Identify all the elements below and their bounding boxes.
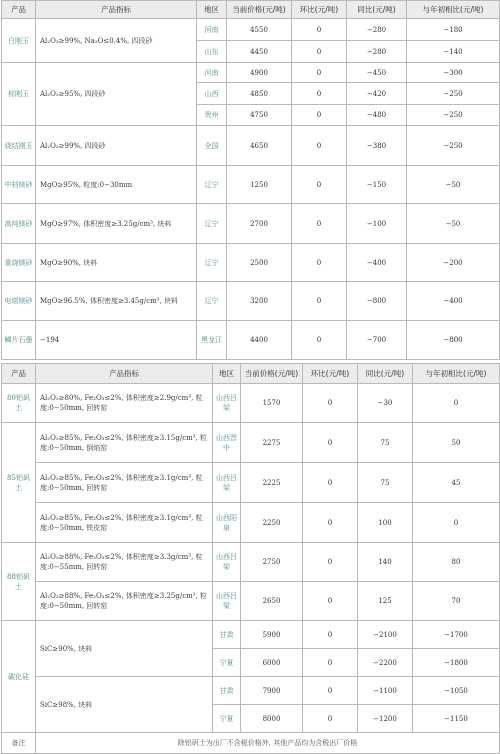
table-2-header-row: [2, 364, 500, 384]
current-price: 2225: [241, 463, 303, 503]
product-name: 中档镁砂: [2, 166, 36, 204]
product-spec: MgO≥97%, 体积密度≥3.25g/cm³, 块料: [36, 204, 197, 244]
product-name: 白刚玉: [2, 19, 36, 63]
month-change: 0: [303, 677, 358, 705]
month-change: 0: [303, 463, 358, 503]
ytd-change: −50: [407, 204, 500, 244]
ytd-change: 70: [413, 582, 500, 621]
current-price: 7900: [241, 677, 303, 705]
product-spec: Al₂O₃≥80%, Fe₂O₃≤2%, 体积密度≥2.9g/cm³, 粒度:0−50mm, 回转窑: [36, 384, 213, 423]
ytd-change: −250: [407, 126, 500, 166]
region: 甘肃: [213, 621, 241, 649]
month-change: 0: [303, 384, 358, 423]
year-change: −420: [347, 83, 407, 105]
ytd-change: 45: [413, 463, 500, 503]
current-price: 2700: [227, 204, 292, 244]
ytd-change: −1700: [413, 621, 500, 649]
current-price: 4450: [227, 41, 292, 63]
region: 宁夏: [213, 705, 241, 733]
ytd-change: 0: [413, 384, 500, 423]
year-change: −1100: [358, 677, 413, 705]
table-row: [2, 282, 500, 321]
product-spec: Al₂O₃≥95%, 四段砂: [36, 63, 197, 126]
year-change: −1200: [358, 705, 413, 733]
year-change: −700: [347, 321, 407, 360]
product-spec: −194: [36, 321, 197, 360]
column-header: 地区: [197, 1, 227, 19]
month-change: 0: [292, 321, 347, 360]
ytd-change: −800: [407, 321, 500, 360]
current-price: 4550: [227, 19, 292, 41]
year-change: −280: [347, 19, 407, 41]
ytd-change: 50: [413, 423, 500, 463]
region: 黑龙江: [197, 321, 227, 360]
column-header: 与年初相比(元/吨): [413, 364, 500, 384]
column-header: 地区: [213, 364, 241, 384]
year-change: −400: [347, 244, 407, 282]
month-change: 0: [292, 105, 347, 126]
region: 河南: [197, 19, 227, 41]
table-row: [2, 423, 500, 463]
ytd-change: −1050: [413, 677, 500, 705]
month-change: 0: [292, 83, 347, 105]
note-text: 除铝矾土为出厂不含税价格外, 其他产品均为含税出厂价格: [36, 733, 500, 754]
current-price: 4400: [227, 321, 292, 360]
year-change: −280: [347, 41, 407, 63]
product-name: 85铝矾土: [2, 423, 36, 543]
current-price: 1250: [227, 166, 292, 204]
month-change: 0: [292, 19, 347, 41]
price-table-2: [1, 363, 500, 754]
ytd-change: −140: [407, 41, 500, 63]
product-spec: Al₂O₃≥99%, Na₂O≤0.4%, 四段砂: [36, 19, 197, 63]
product-spec: Al₂O₃≥88%, Fe₂O₃≤2%, 体积密度≥3.25g/cm³, 粒度:0−50mm, 回转窑: [36, 582, 213, 621]
year-change: 75: [358, 463, 413, 503]
region: 山西晋中: [213, 423, 241, 463]
product-name: 烧结刚玉: [2, 126, 36, 166]
month-change: 0: [303, 621, 358, 649]
product-spec: SiC≥90%, 块料: [36, 621, 213, 677]
year-change: −2200: [358, 649, 413, 677]
region: 辽宁: [197, 282, 227, 321]
current-price: 4650: [227, 126, 292, 166]
current-price: 4900: [227, 63, 292, 83]
product-name: 鳞片石墨: [2, 321, 36, 360]
table-row: [2, 321, 500, 360]
current-price: 8000: [241, 705, 303, 733]
region: 山西吕梁: [213, 463, 241, 503]
product-name: 电熔镁砂: [2, 282, 36, 321]
year-change: 100: [358, 503, 413, 543]
table-row: [2, 503, 500, 543]
column-header: 产品指标: [36, 364, 213, 384]
month-change: 0: [292, 126, 347, 166]
table-row: [2, 204, 500, 244]
month-change: 0: [292, 282, 347, 321]
product-name: 88铝矾土: [2, 543, 36, 621]
current-price: 1570: [241, 384, 303, 423]
table-row: [2, 63, 500, 83]
region: 全国: [197, 126, 227, 166]
ytd-change: −180: [407, 19, 500, 41]
ytd-change: −50: [407, 166, 500, 204]
region: 宁夏: [213, 649, 241, 677]
table-row: [2, 126, 500, 166]
product-spec: MgO≥90%, 块料: [36, 244, 197, 282]
region: 河南: [197, 63, 227, 83]
year-change: −450: [347, 63, 407, 83]
year-change: −100: [347, 204, 407, 244]
month-change: 0: [292, 204, 347, 244]
month-change: 0: [303, 582, 358, 621]
region: 山西吕梁: [213, 543, 241, 582]
column-header: 产品: [2, 1, 36, 19]
table-row: [2, 384, 500, 423]
column-header: 当前价格(元/吨): [227, 1, 292, 19]
column-header: 环比(元/吨): [292, 1, 347, 19]
current-price: 2250: [241, 503, 303, 543]
month-change: 0: [303, 503, 358, 543]
product-name: 高纯镁砂: [2, 204, 36, 244]
month-change: 0: [292, 166, 347, 204]
ytd-change: −250: [407, 83, 500, 105]
product-spec: Al₂O₃≥99%, 四段砂: [36, 126, 197, 166]
year-change: −150: [347, 166, 407, 204]
region: 辽宁: [197, 166, 227, 204]
product-spec: MgO≥95%, 粒度:0−30mm: [36, 166, 197, 204]
product-name: 80铝矾土: [2, 384, 36, 423]
region: 辽宁: [197, 244, 227, 282]
ytd-change: −1800: [413, 649, 500, 677]
ytd-change: −250: [407, 105, 500, 126]
region: 山西吕梁: [213, 582, 241, 621]
region: 山西吕梁: [213, 384, 241, 423]
table-row: [2, 244, 500, 282]
note-row: [2, 733, 500, 754]
ytd-change: −200: [407, 244, 500, 282]
region: 甘肃: [213, 677, 241, 705]
product-spec: Al₂O₃≥85%, Fe₂O₃≤2%, 体积密度≥3.1g/cm³, 粒度:0−50mm, 铁皮窑: [36, 503, 213, 543]
column-header: 环比(元/吨): [303, 364, 358, 384]
current-price: 2275: [241, 423, 303, 463]
table-row: [2, 621, 500, 649]
month-change: 0: [303, 423, 358, 463]
year-change: 125: [358, 582, 413, 621]
price-table-1: [1, 0, 500, 360]
column-header: 产品: [2, 364, 36, 384]
current-price: 2650: [241, 582, 303, 621]
month-change: 0: [303, 705, 358, 733]
year-change: −800: [347, 282, 407, 321]
month-change: 0: [303, 649, 358, 677]
product-spec: MgO≥96.5%, 体积密度≥3.45g/cm³, 块料: [36, 282, 197, 321]
product-spec: SiC≥98%, 块料: [36, 677, 213, 733]
year-change: −480: [347, 105, 407, 126]
year-change: −30: [358, 384, 413, 423]
column-header: 同比(元/吨): [347, 1, 407, 19]
region: 山西: [197, 83, 227, 105]
table-row: [2, 677, 500, 705]
current-price: 4750: [227, 105, 292, 126]
month-change: 0: [303, 543, 358, 582]
product-name: 棕刚玉: [2, 63, 36, 126]
year-change: 75: [358, 423, 413, 463]
column-header: 同比(元/吨): [358, 364, 413, 384]
product-spec: Al₂O₃≥88%, Fe₂O₃≤2%, 体积密度≥3.3g/cm³, 粒度:0−55mm, 回转窑: [36, 543, 213, 582]
current-price: 2750: [241, 543, 303, 582]
year-change: −2100: [358, 621, 413, 649]
ytd-change: −300: [407, 63, 500, 83]
current-price: 2500: [227, 244, 292, 282]
region: 山西阳泉: [213, 503, 241, 543]
column-header: 产品指标: [36, 1, 197, 19]
table-row: [2, 463, 500, 503]
year-change: −380: [347, 126, 407, 166]
product-name: 碳化硅: [2, 621, 36, 733]
product-spec: Al₂O₃≥85%, Fe₂O₃≤2%, 体积密度≥3.15g/cm³, 粒度:0−50mm, 倒焰窑: [36, 423, 213, 463]
ytd-change: 0: [413, 503, 500, 543]
region: 山东: [197, 41, 227, 63]
region: 辽宁: [197, 204, 227, 244]
year-change: 140: [358, 543, 413, 582]
ytd-change: −1150: [413, 705, 500, 733]
product-name: 重烧镁砂: [2, 244, 36, 282]
month-change: 0: [292, 41, 347, 63]
month-change: 0: [292, 63, 347, 83]
price-document: [1, 0, 499, 754]
month-change: 0: [292, 244, 347, 282]
product-spec: Al₂O₃≥85%, Fe₂O₃≤2%, 体积密度≥3.1g/cm³, 粒度:0−50mm, 回转窑: [36, 463, 213, 503]
table-1-header-row: [2, 1, 500, 19]
current-price: 4850: [227, 83, 292, 105]
table-row: [2, 582, 500, 621]
table-row: [2, 543, 500, 582]
ytd-change: 80: [413, 543, 500, 582]
region: 贵州: [197, 105, 227, 126]
current-price: 3200: [227, 282, 292, 321]
column-header: 与年初相比(元/吨): [407, 1, 500, 19]
current-price: 5900: [241, 621, 303, 649]
ytd-change: −400: [407, 282, 500, 321]
current-price: 6000: [241, 649, 303, 677]
column-header: 当前价格(元/吨): [241, 364, 303, 384]
note-label: 备注: [2, 733, 36, 754]
table-row: [2, 19, 500, 41]
table-row: [2, 166, 500, 204]
